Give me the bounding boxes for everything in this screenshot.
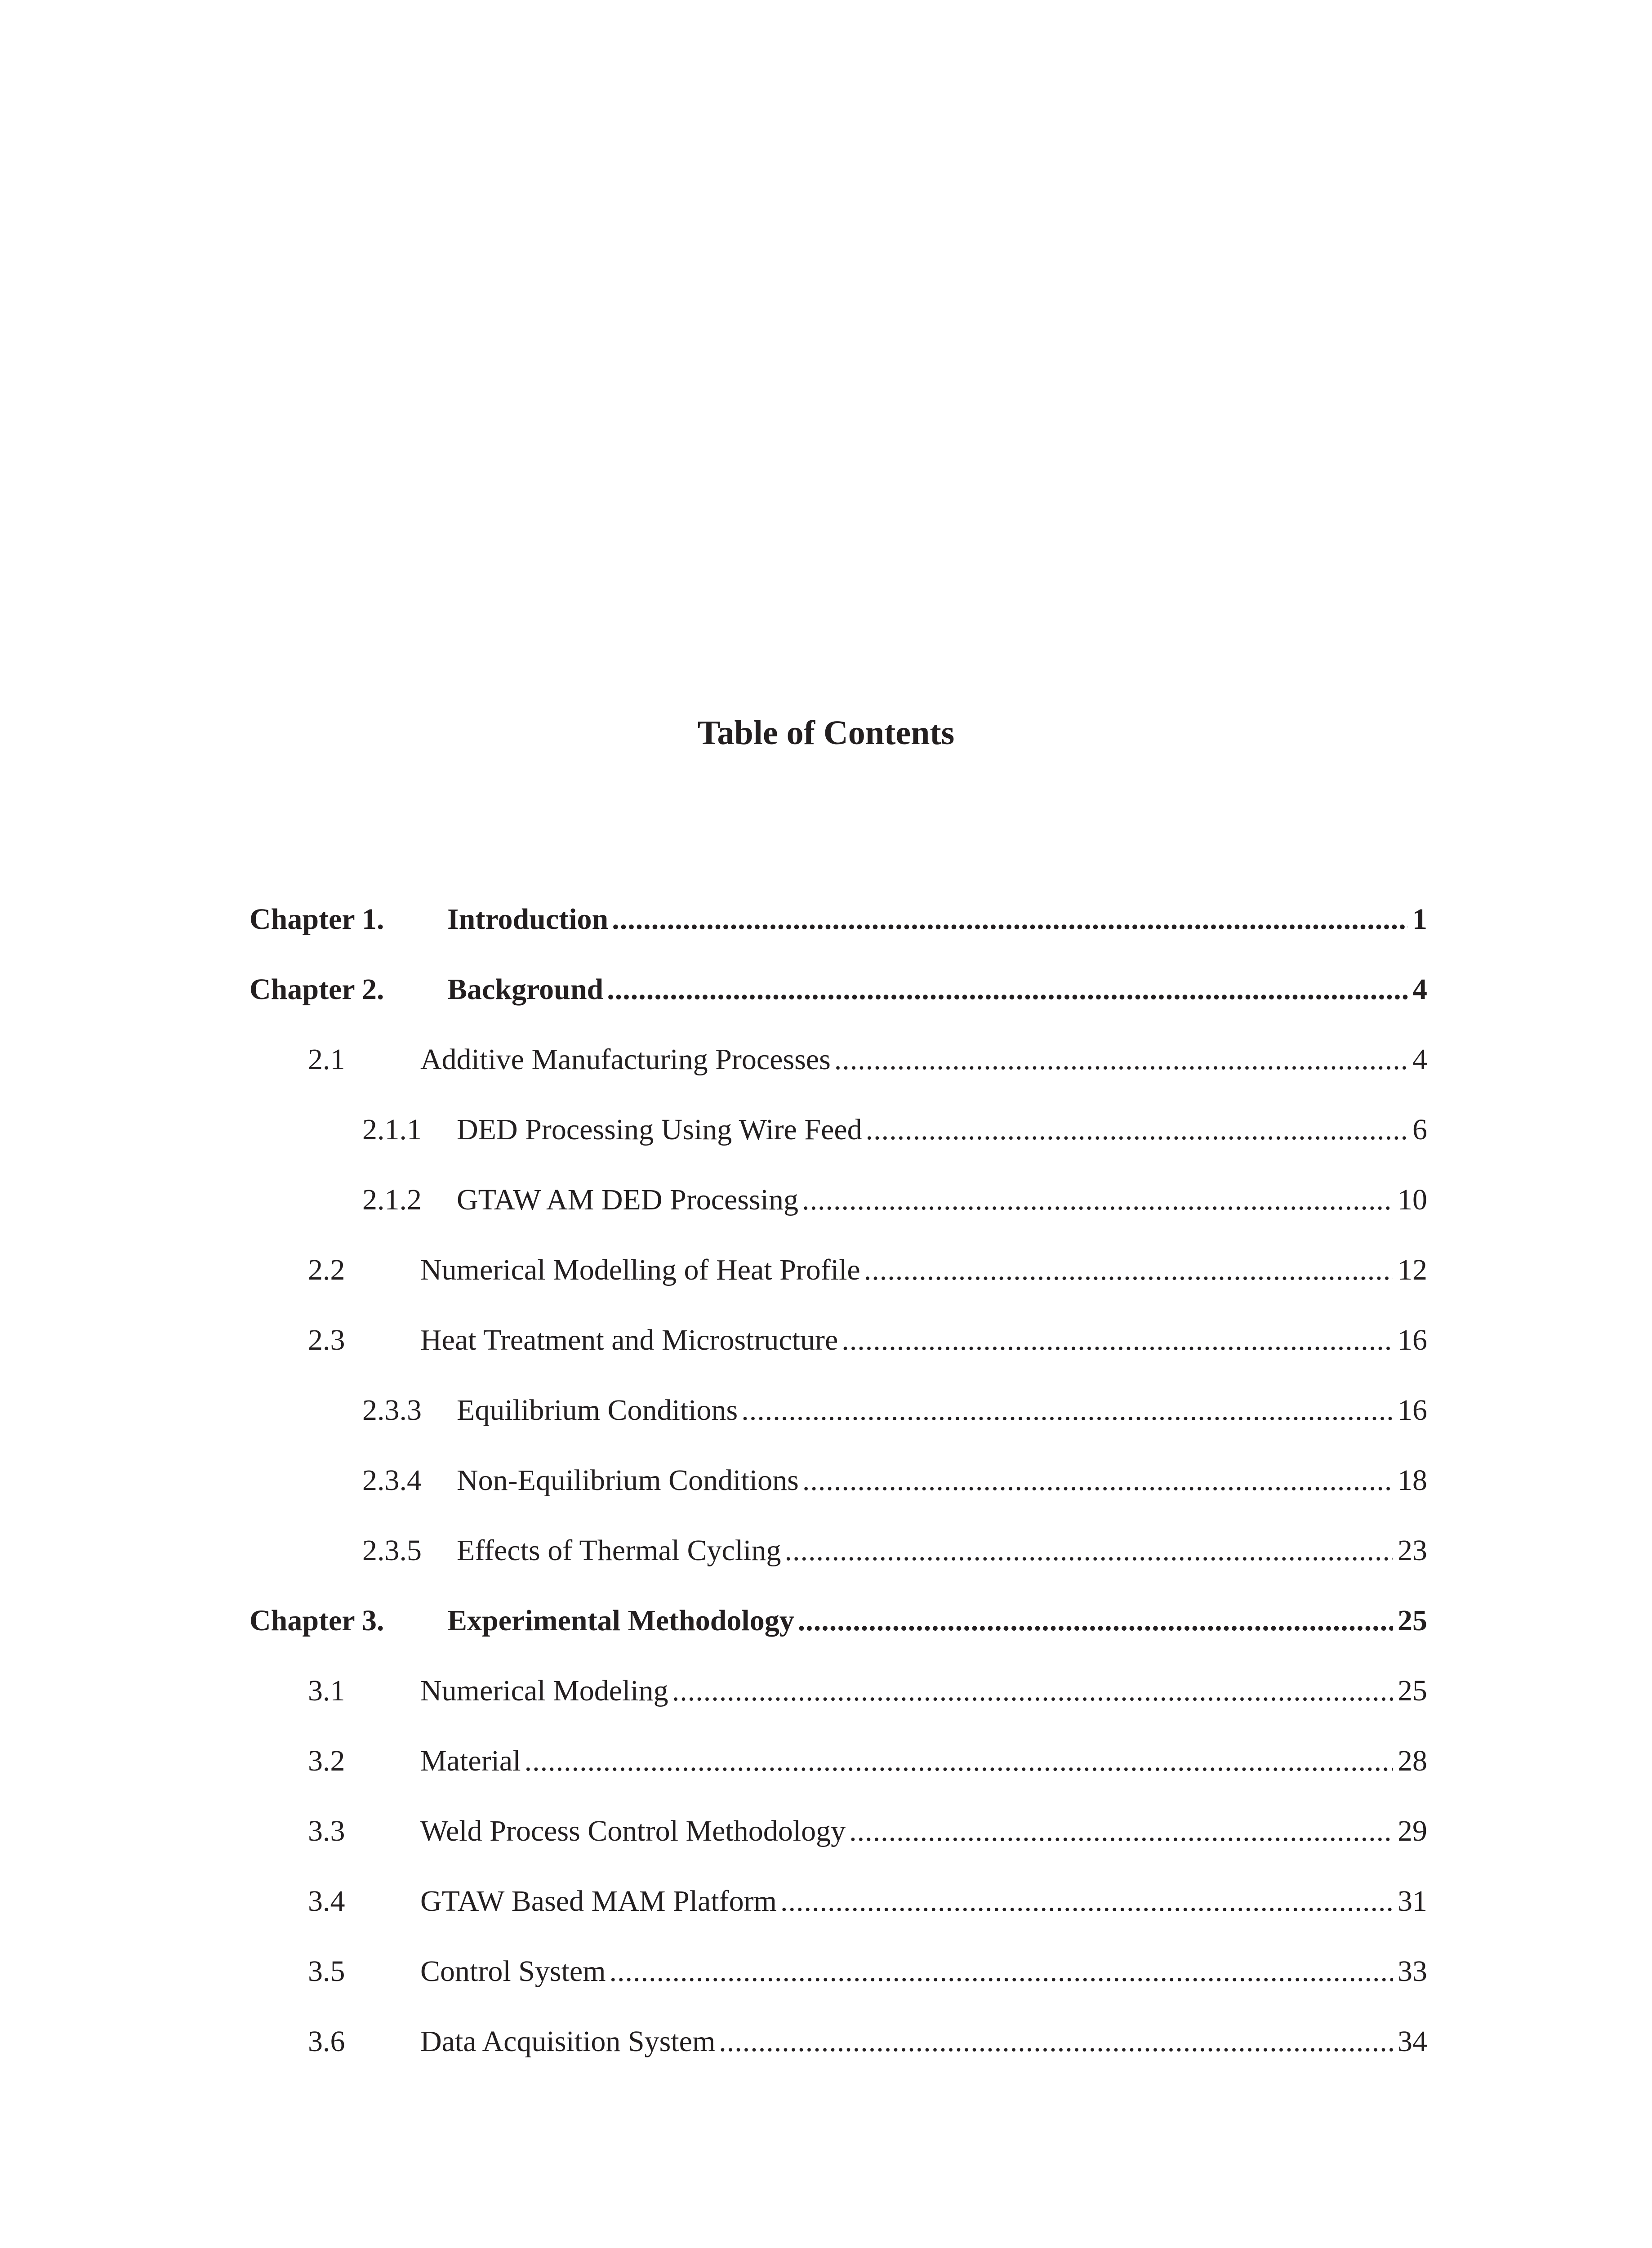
toc-entry-label: Numerical Modelling of Heat Profile (420, 1253, 860, 1286)
toc-entry-number: 2.3 (308, 1324, 345, 1356)
toc-entry-label: Weld Process Control Methodology (420, 1815, 846, 1847)
toc-dot-leader (834, 1037, 1408, 1082)
toc-dot-leader (866, 1107, 1408, 1152)
toc-dot-leader (798, 1598, 1393, 1643)
toc-entry (362, 1458, 1427, 1503)
toc-entry-label: GTAW AM DED Processing (457, 1183, 798, 1216)
toc-dot-leader (802, 1178, 1393, 1222)
toc-entry-page-number: 18 (1398, 1464, 1427, 1497)
toc-entry-number: 2.2 (308, 1253, 345, 1286)
toc-entry-label: Experimental Methodology (447, 1604, 794, 1637)
toc-entry-number: Chapter 2. (249, 973, 384, 1006)
toc-dot-leader (612, 897, 1408, 942)
toc-entry (308, 2019, 1427, 2064)
toc-entry-label: Equilibrium Conditions (457, 1394, 738, 1427)
toc-entry-page-number: 31 (1398, 1885, 1427, 1918)
toc-dot-leader (864, 1248, 1393, 1293)
toc-entry (308, 1879, 1427, 1924)
toc-entry-number: 3.3 (308, 1815, 345, 1847)
toc-entry-number: 2.1 (308, 1043, 345, 1076)
toc-dot-leader (672, 1668, 1393, 1713)
toc-dot-leader (741, 1388, 1393, 1433)
toc-entry-page-number: 29 (1398, 1815, 1427, 1847)
page-title: Table of Contents (697, 714, 955, 752)
toc-dot-leader (780, 1879, 1393, 1924)
toc-entry-page-number: 16 (1398, 1394, 1427, 1427)
toc-dot-leader (525, 1739, 1393, 1784)
toc-entry-label: Effects of Thermal Cycling (457, 1534, 781, 1567)
toc-entry-page-number: 23 (1398, 1534, 1427, 1567)
toc-entry-number: 2.1.1 (362, 1113, 422, 1146)
toc-entry-number: 3.1 (308, 1674, 345, 1707)
toc-entry-page-number: 6 (1412, 1113, 1427, 1146)
toc-entry (308, 1949, 1427, 1994)
toc-entry-number: 3.4 (308, 1885, 345, 1918)
toc-entry-page-number: 34 (1398, 2025, 1427, 2058)
toc-entry-page-number: 16 (1398, 1324, 1427, 1356)
toc-entry (308, 1037, 1427, 1082)
toc-entry-number: 2.3.4 (362, 1464, 422, 1497)
toc-dot-leader (802, 1458, 1393, 1503)
toc-dot-leader (719, 2019, 1393, 2064)
toc-entry-page-number: 4 (1412, 973, 1427, 1006)
toc-entry (362, 1528, 1427, 1573)
toc-dot-leader (610, 1949, 1393, 1994)
toc-entry-label: Data Acquisition System (420, 2025, 716, 2058)
toc-dot-leader (842, 1318, 1393, 1363)
toc-entry-label: Control System (420, 1955, 606, 1988)
toc-entry-label: Introduction (447, 903, 609, 936)
toc-entry-label: Additive Manufacturing Processes (420, 1043, 831, 1076)
toc-entry-number: 3.2 (308, 1744, 345, 1777)
toc-entry-number: 3.5 (308, 1955, 345, 1988)
toc-entry (362, 1178, 1427, 1222)
toc-entry (362, 1388, 1427, 1433)
toc-dot-leader (607, 967, 1408, 1012)
toc-entry-label: Heat Treatment and Microstructure (420, 1324, 838, 1356)
toc-entry-page-number: 25 (1398, 1674, 1427, 1707)
toc-entry-label: Background (447, 973, 604, 1006)
toc-entry (308, 1809, 1427, 1854)
toc-entry-number: 2.3.3 (362, 1394, 422, 1427)
toc-entry-number: Chapter 3. (249, 1604, 384, 1637)
toc-entry-number: 2.3.5 (362, 1534, 422, 1567)
toc-entry-number: Chapter 1. (249, 903, 384, 936)
toc-entry (308, 1318, 1427, 1363)
toc-entry-number: 2.1.2 (362, 1183, 422, 1216)
toc-entry (362, 1107, 1427, 1152)
toc-entry (249, 897, 1427, 942)
toc-dot-leader (849, 1809, 1393, 1854)
toc-entry-page-number: 33 (1398, 1955, 1427, 1988)
toc-entry (308, 1739, 1427, 1784)
toc-entry (249, 967, 1427, 1012)
toc-dot-leader (785, 1528, 1393, 1573)
toc-entry-label: Numerical Modeling (420, 1674, 668, 1707)
toc-entry (249, 1598, 1427, 1643)
toc-entry-page-number: 4 (1412, 1043, 1427, 1076)
toc-entry-page-number: 12 (1398, 1253, 1427, 1286)
toc-entry-page-number: 1 (1412, 903, 1427, 936)
toc-entry-label: Non-Equilibrium Conditions (457, 1464, 799, 1497)
toc-entry-label: DED Processing Using Wire Feed (457, 1113, 862, 1146)
toc-entry-label: Material (420, 1744, 521, 1777)
toc-entry (308, 1248, 1427, 1293)
toc-entry-page-number: 10 (1398, 1183, 1427, 1216)
toc-entry-page-number: 25 (1398, 1604, 1427, 1637)
toc-entry-label: GTAW Based MAM Platform (420, 1885, 777, 1918)
toc-entry-number: 3.6 (308, 2025, 345, 2058)
toc-entry-page-number: 28 (1398, 1744, 1427, 1777)
toc-entry (308, 1668, 1427, 1713)
